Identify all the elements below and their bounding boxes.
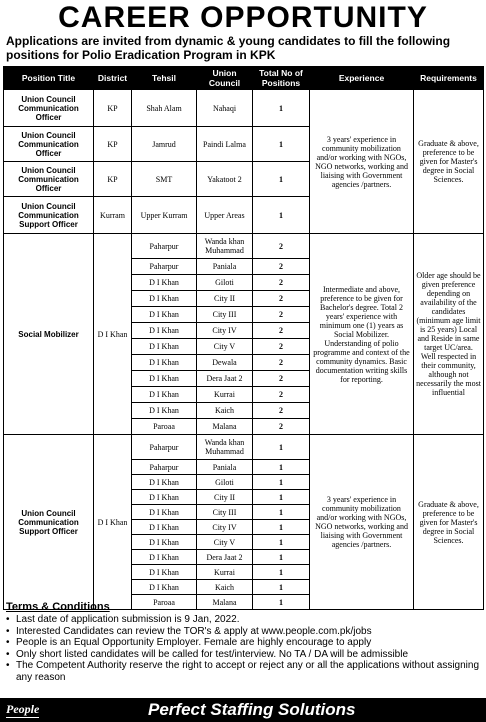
tehsil: Paroaa (132, 595, 197, 610)
tehsil: D I Khan (132, 387, 197, 403)
requirements-text: Graduate & above, preference to be given for Master's degree in Social Sciences. (414, 90, 484, 234)
positions-count: 2 (253, 307, 310, 323)
positions-count: 2 (253, 339, 310, 355)
tehsil: Paroaa (132, 419, 197, 435)
position-title: Union Council Communication Support Officer (4, 197, 94, 234)
table-row (4, 234, 484, 259)
union-council: City V (197, 339, 253, 355)
tehsil: D I Khan (132, 291, 197, 307)
experience-text: Intermediate and above, preference to be given for Bachelor's degree. Total 2 years' experience with minimum one (1) years as Social Mobilizer. Understanding of polio programme and context of the community dynamics. Basic documentation writing skills for reporting. (310, 234, 414, 435)
district: D I Khan (94, 435, 132, 610)
positions-count: 1 (253, 505, 310, 520)
positions-count: 2 (253, 419, 310, 435)
union-council: Wanda khan Muhammad (197, 234, 253, 259)
tehsil: D I Khan (132, 371, 197, 387)
positions-count: 2 (253, 371, 310, 387)
position-title: Union Council Communication Officer (4, 162, 94, 197)
tehsil: D I Khan (132, 535, 197, 550)
tehsil: D I Khan (132, 275, 197, 291)
tehsil: Paharpur (132, 435, 197, 460)
terms-section (6, 601, 484, 683)
union-council: City IV (197, 520, 253, 535)
union-council: Dewala (197, 355, 253, 371)
positions-count: 2 (253, 387, 310, 403)
positions-count: 2 (253, 259, 310, 275)
header-requirements: Requirements (414, 67, 484, 90)
union-council: Kurrai (197, 565, 253, 580)
terms-list (6, 614, 484, 683)
position-title: Union Council Communication Support Officer (4, 435, 94, 610)
term-text: Interested Candidates can review the TOR's & apply at www.people.com.pk/jobs (16, 625, 372, 637)
positions-count: 2 (253, 355, 310, 371)
list-item (6, 614, 484, 626)
term-text: Only short listed candidates will be called for test/interview. No TA / DA will be admissible (16, 648, 409, 660)
positions-count: 1 (253, 197, 310, 234)
requirements-text: Graduate & above, preference to be given for Master's degree in Social Sciences. (414, 435, 484, 610)
list-item (6, 649, 484, 661)
union-council: City II (197, 490, 253, 505)
table-row (4, 90, 484, 127)
tehsil: Upper Kurram (132, 197, 197, 234)
header-experience: Experience (310, 67, 414, 90)
header-position-title: Position Title (4, 67, 94, 90)
union-council: Malana (197, 595, 253, 610)
term-text: Last date of application submission is 9 Jan, 2022. (16, 614, 240, 625)
positions-count: 1 (253, 90, 310, 127)
headline: CAREER OPPORTUNITY (58, 1, 428, 34)
header-total-positions: Total No of Positions (253, 67, 310, 90)
union-council: Paniala (197, 460, 253, 475)
positions-count: 1 (253, 550, 310, 565)
union-council: City V (197, 535, 253, 550)
positions-table (3, 66, 484, 610)
union-council: Paindi Lalma (197, 127, 253, 162)
terms-title: Terms & Conditions (6, 601, 110, 613)
union-council: Kaich (197, 403, 253, 419)
bullet-icon: • (6, 648, 10, 660)
tehsil: D I Khan (132, 339, 197, 355)
positions-count: 1 (253, 475, 310, 490)
positions-count: 1 (253, 565, 310, 580)
tehsil: D I Khan (132, 403, 197, 419)
list-item (6, 660, 484, 683)
positions-count: 1 (253, 460, 310, 475)
positions-count: 1 (253, 435, 310, 460)
requirements-text: Older age should be given preference depending on availability of the candidates (minimum age limit is 25 years) Local and Reside in same target UC/area. Well respected in their community, although not necessarily the most influential (414, 234, 484, 435)
bullet-icon: • (6, 660, 10, 671)
tehsil: D I Khan (132, 550, 197, 565)
company-tagline: Perfect Staffing Solutions (148, 700, 356, 719)
tehsil: D I Khan (132, 355, 197, 371)
positions-count: 1 (253, 595, 310, 610)
union-council: Giloti (197, 275, 253, 291)
experience-text: 3 years' experience in community mobilization and/or working with NGOs, NGO networks, working and liaising with Government agencies /partners. (310, 435, 414, 610)
intro-text: Applications are invited from dynamic & young candidates to fill the following positions for Polio Eradication Program in KPK (6, 34, 451, 62)
tehsil: D I Khan (132, 505, 197, 520)
positions-count: 2 (253, 291, 310, 307)
union-council: City III (197, 307, 253, 323)
footer-bar (0, 698, 486, 722)
district: KP (94, 127, 132, 162)
tehsil: D I Khan (132, 323, 197, 339)
tehsil: D I Khan (132, 475, 197, 490)
header-tehsil: Tehsil (132, 67, 197, 90)
union-council: City III (197, 505, 253, 520)
union-council: Giloti (197, 475, 253, 490)
position-title: Union Council Communication Officer (4, 127, 94, 162)
tehsil: D I Khan (132, 520, 197, 535)
district: D I Khan (94, 234, 132, 435)
header-union-council: Union Council (197, 67, 253, 90)
positions-count: 1 (253, 490, 310, 505)
union-council: Dera Jaat 2 (197, 550, 253, 565)
union-council: Nahaqi (197, 90, 253, 127)
positions-count: 2 (253, 234, 310, 259)
union-council: Yakatoot 2 (197, 162, 253, 197)
tehsil: Shah Alam (132, 90, 197, 127)
union-council: Wanda khan Muhammad (197, 435, 253, 460)
tehsil: SMT (132, 162, 197, 197)
union-council: City IV (197, 323, 253, 339)
union-council: Paniala (197, 259, 253, 275)
list-item (6, 626, 484, 638)
tehsil: D I Khan (132, 565, 197, 580)
term-text: The Competent Authority reserve the right to accept or reject any or all the applications without assigning any reason (16, 660, 480, 683)
list-item (6, 637, 484, 649)
union-council: Kurrai (197, 387, 253, 403)
positions-count: 1 (253, 162, 310, 197)
positions-count: 2 (253, 323, 310, 339)
term-text: People is an Equal Opportunity Employer. Female are highly encourage to apply (16, 637, 372, 648)
experience-text: 3 years' experience in community mobilization and/or working with NGOs, NGO networks, working and liaising with Government agencies /partners. (310, 90, 414, 234)
tehsil: D I Khan (132, 580, 197, 595)
tehsil: Jamrud (132, 127, 197, 162)
tehsil: D I Khan (132, 490, 197, 505)
position-title: Social Mobilizer (4, 234, 94, 435)
positions-count: 1 (253, 520, 310, 535)
tehsil: Paharpur (132, 259, 197, 275)
tehsil: Paharpur (132, 234, 197, 259)
bullet-icon: • (6, 637, 10, 648)
bullet-icon: • (6, 614, 10, 625)
positions-count: 1 (253, 580, 310, 595)
union-council: Malana (197, 419, 253, 435)
positions-count: 1 (253, 127, 310, 162)
people-logo: People (6, 702, 40, 716)
district: KP (94, 162, 132, 197)
header-district: District (94, 67, 132, 90)
union-council: Dera Jaat 2 (197, 371, 253, 387)
positions-count: 2 (253, 403, 310, 419)
union-council: Upper Areas (197, 197, 253, 234)
bullet-icon: • (6, 625, 10, 637)
union-council: Kaich (197, 580, 253, 595)
tehsil: Paharpur (132, 460, 197, 475)
tehsil: D I Khan (132, 307, 197, 323)
table-header-row (4, 67, 484, 90)
position-title: Union Council Communication Officer (4, 90, 94, 127)
district: KP (94, 90, 132, 127)
positions-count: 1 (253, 535, 310, 550)
district: Kurram (94, 197, 132, 234)
table-row (4, 435, 484, 460)
positions-count: 2 (253, 275, 310, 291)
union-council: City II (197, 291, 253, 307)
